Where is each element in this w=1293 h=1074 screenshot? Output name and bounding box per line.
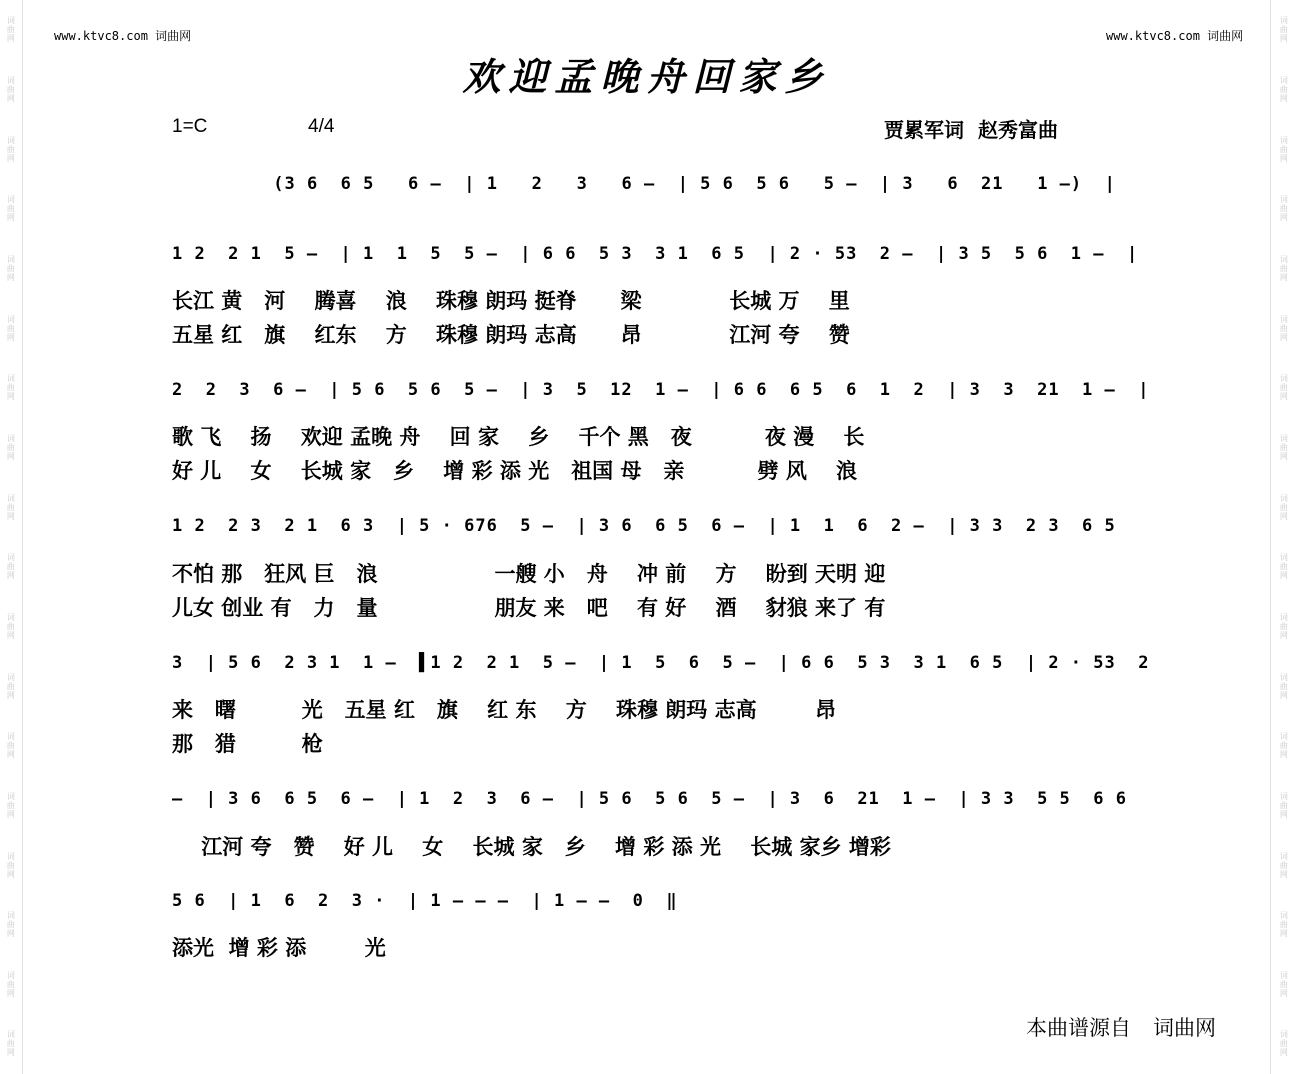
notation-line-7: 5 6 | 1 6 2 3 · | 1 – – – | 1 – – 0 ‖ xyxy=(172,891,678,911)
notation-line-2: 1 2 2 1 5 – | 1 1 5 5 – | 6 6 5 3 3 1 6 5 | 2 · 53 2 – | 3 5 5 6 1 – | xyxy=(172,244,1139,264)
watermark-top-right: www.ktvc8.com 词曲网 xyxy=(1106,29,1244,43)
lyric-line-5-verse-1: 来 曙 光 五星 红 旗 红 东 方 珠穆 朗玛 志高 昂 xyxy=(172,698,837,722)
source-note xyxy=(1026,1012,1216,1042)
lyric-line-4-verse-1: 不怕 那 狂风 巨 浪 一艘 小 舟 冲 前 方 盼到 天明 迎 xyxy=(172,562,886,586)
right-watermark-strip: 词曲网 词曲网 词曲网 词曲网 词曲网 词曲网 词曲网 词曲网 词曲网 词曲网 词曲网 词曲网 词曲网 词曲网 词曲网 词曲网 词曲网 词曲网 xyxy=(1279,16,1289,1058)
lyric-line-4-verse-2: 儿女 创业 有 力 量 朋友 来 吧 有 好 酒 豺狼 来了 有 xyxy=(172,596,886,620)
lyric-line-5-verse-2: 那 猎 枪 xyxy=(172,732,323,756)
lyric-line-7: 添光 增 彩 添 光 xyxy=(172,936,386,960)
notation-line-5: 3 | 5 6 2 3 1 1 – ▌1 2 2 1 5 – | 1 5 6 5 – | 6 6 5 3 3 1 6 5 | 2 · 53 2 xyxy=(172,653,1150,673)
lyricist-credit: 贾累军词 xyxy=(884,118,964,142)
lyric-line-6: 江河 夸 赞 好 儿 女 长城 家 乡 增 彩 添 光 长城 家乡 增彩 xyxy=(172,835,891,859)
watermark-top-left: www.ktvc8.com 词曲网 xyxy=(54,29,192,43)
lyric-line-3-verse-1: 歌 飞 扬 欢迎 孟晚 舟 回 家 乡 千个 黑 夜 夜 漫 长 xyxy=(172,425,865,449)
lyric-line-2-verse-2: 五星 红 旗 红东 方 珠穆 朗玛 志高 昂 江河 夸 赞 xyxy=(172,323,850,347)
song-title: 欢迎孟晚舟回家乡 xyxy=(462,54,831,99)
left-watermark-strip: 词曲网 词曲网 词曲网 词曲网 词曲网 词曲网 词曲网 词曲网 词曲网 词曲网 词曲网 词曲网 词曲网 词曲网 词曲网 词曲网 词曲网 词曲网 xyxy=(6,16,16,1058)
key-signature: 1=C xyxy=(172,116,208,137)
lyric-line-3-verse-2: 好 儿 女 长城 家 乡 增 彩 添 光 祖国 母 亲 劈 风 浪 xyxy=(172,459,858,483)
credits xyxy=(884,114,1058,143)
lyric-line-2-verse-1: 长江 黄 河 腾喜 浪 珠穆 朗玛 挺脊 梁 长城 万 里 xyxy=(172,289,850,313)
right-border-line xyxy=(1270,0,1271,1074)
notation-line-6: – | 3 6 6 5 6 – | 1 2 3 6 – | 5 6 5 6 5 – | 3 6 21 1 – | 3 3 5 5 6 6 xyxy=(172,789,1127,809)
notation-line-3: 2 2 3 6 – | 5 6 5 6 5 – | 3 5 12 1 – | 6 6 6 5 6 1 2 | 3 3 21 1 – | xyxy=(172,380,1150,400)
composer-credit: 赵秀富曲 xyxy=(978,118,1058,142)
source-site: 词曲网 xyxy=(1153,1016,1216,1040)
left-border-line xyxy=(22,0,23,1074)
time-signature: 4/4 xyxy=(308,116,335,137)
notation-line-1: (3 6 6 5 6 – | 1 2 3 6 – | 5 6 5 6 5 – | 3 6 21 1 –) | xyxy=(262,174,1116,194)
notation-line-4: 1 2 2 3 2 1 6 3 | 5 · 676 5 – | 3 6 6 5 6 – | 1 1 6 2 – | 3 3 2 3 6 5 xyxy=(172,516,1116,536)
source-label: 本曲谱源自 xyxy=(1026,1016,1131,1040)
